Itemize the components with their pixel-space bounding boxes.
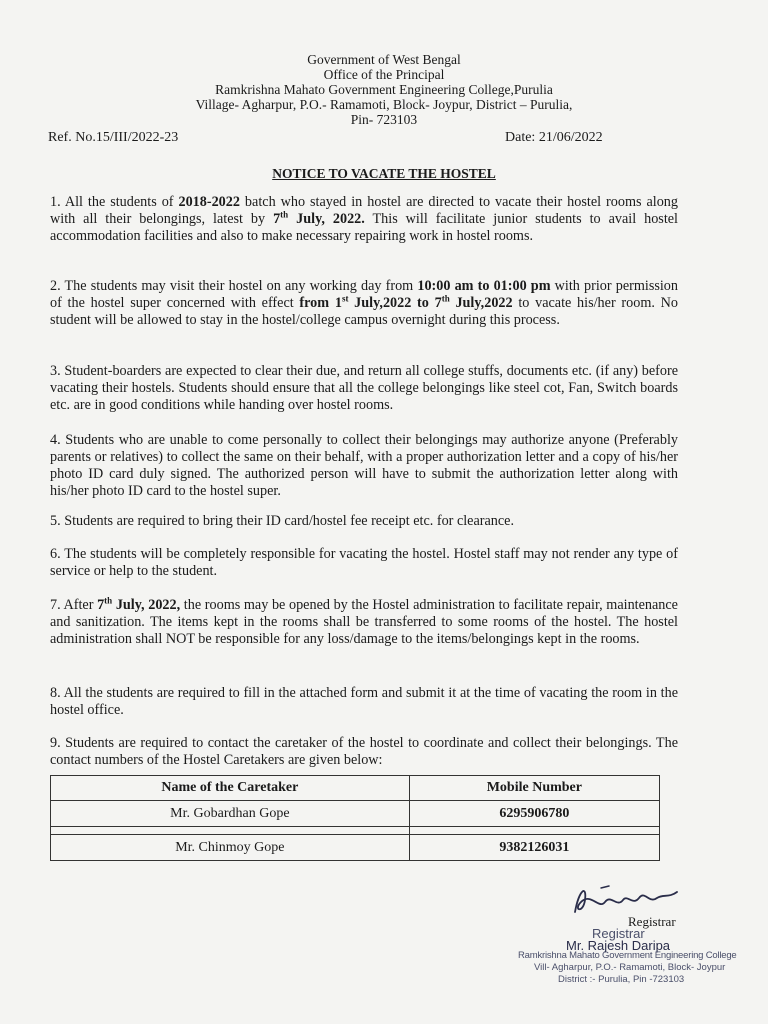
header-line: Village- Agharpur, P.O.- Ramamoti, Block- Joypur, District – Purulia, (195, 97, 573, 112)
caretaker-name: Mr. Gobardhan Gope (51, 801, 410, 827)
caretaker-mobile: 6295906780 (409, 801, 659, 827)
stamp-institution: Ramkrishna Mahato Government Engineering College (518, 950, 737, 961)
column-header-name: Name of the Caretaker (51, 776, 410, 801)
header-line: Office of the Principal (323, 67, 445, 82)
stamp-district: District :- Purulia, Pin -723103 (558, 974, 685, 985)
table-header-row (51, 776, 660, 801)
reference-number: Ref. No.15/III/2022-23 (48, 130, 179, 145)
point-5: 5. Students are required to bring their ID card/hostel fee receipt etc. for clearance. (50, 513, 515, 529)
header-line: Ramkrishna Mahato Government Engineering College,Purulia (215, 82, 553, 97)
stamp-address: Vill- Agharpur, P.O.- Ramamoti, Block- Joypur (534, 962, 726, 973)
table-spacer-row (51, 827, 660, 835)
point-7: 7. After 7th July, 2022, the rooms may be opened by the Hostel administration to facilitate repair, maintenance and sanitization. The items kept in the rooms shall be transferred to some rooms of the hostel. The hostel administration shall NOT be responsible for any loss/damage to the items/belongings kept in the rooms. (50, 595, 678, 647)
caretaker-name: Mr. Chinmoy Gope (51, 835, 410, 861)
header-line: Government of West Bengal (307, 52, 461, 67)
point-9: 9. Students are required to contact the caretaker of the hostel to coordinate and collect their belongings. The contact numbers of the Hostel Caretakers are given below: (50, 735, 678, 768)
header-line: Pin- 723103 (350, 112, 418, 127)
point-3: 3. Student-boarders are expected to clear their due, and return all college stuffs, documents etc. (if any) before vacating their hostels. Students should ensure that all the college belongings like steel cot, Fan, Switch boards etc. are in good conditions while handing over hostel rooms. (50, 363, 678, 413)
point-1: 1. All the students of 2018-2022 batch who stayed in hostel are directed to vacate their hostel rooms along with all their belongings, latest by 7th July, 2022. This will facilitate junior students to avail hostel accommodation facilities and also to make necessary repairing work in hostel rooms. (50, 194, 678, 244)
letterhead (0, 52, 768, 127)
caretaker-table (50, 775, 660, 861)
notice-date: Date: 21/06/2022 (505, 130, 603, 145)
table-row (51, 801, 660, 827)
table-row (51, 835, 660, 861)
point-2: 2. The students may visit their hostel on any working day from 10:00 am to 01:00 pm with prior permission of the hostel super concerned with effect from 1st July,2022 to 7th July,2022 to vacate his/her room. No student will be allowed to stay in the hostel/college campus overnight during this process. (50, 278, 678, 328)
notice-title: NOTICE TO VACATE THE HOSTEL (272, 166, 496, 181)
point-6: 6. The students will be completely responsible for vacating the hostel. Hostel staff may not render any type of service or help to the student. (50, 546, 678, 579)
point-4: 4. Students who are unable to come personally to collect their belongings may authorize anyone (Preferably parents or relatives) to collect the same on their behalf, with a proper authorization letter and a copy of his/her photo ID card duly signed. The authorized person will have to submit the authorization letter along with his/her photo ID card to the hostel super. (50, 432, 678, 499)
caretaker-mobile: 9382126031 (409, 835, 659, 861)
signatory-designation: Registrar (628, 914, 676, 929)
point-8: 8. All the students are required to fill in the attached form and submit it at the time of vacating the room in the hostel office. (50, 685, 678, 718)
column-header-mobile: Mobile Number (409, 776, 659, 801)
stamp-title: Registrar (592, 926, 645, 941)
stamp-name: Mr. Rajesh Daripa (566, 938, 671, 953)
